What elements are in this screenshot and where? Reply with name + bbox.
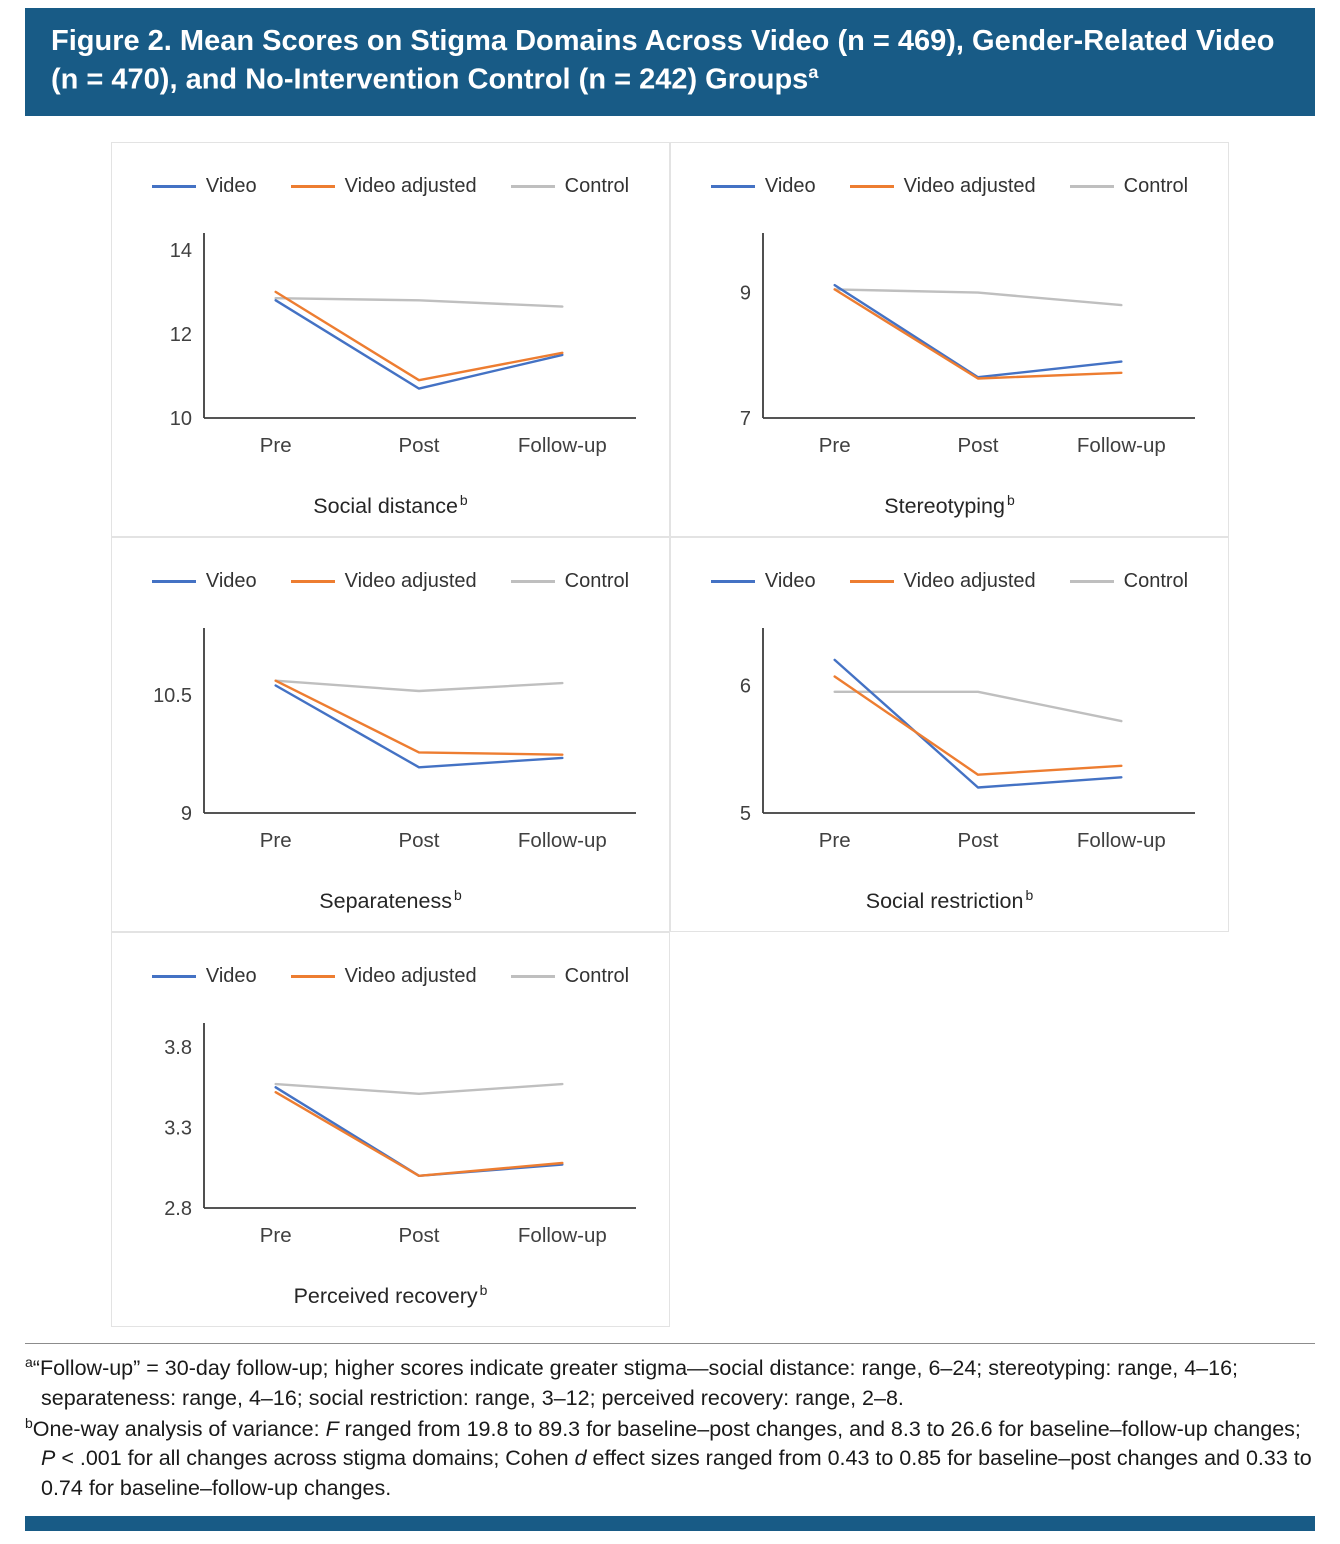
x-tick-label-follow-up: Follow-up: [517, 434, 607, 458]
series-line-control: [275, 681, 562, 691]
legend-item-video: [152, 175, 257, 198]
footnote-text: < .001 for all changes across stigma domains; Cohen: [55, 1446, 575, 1471]
legend-item-control: [511, 570, 629, 593]
legend-label: Video adjusted: [903, 174, 1036, 197]
footnote-marker: b: [25, 1414, 33, 1431]
chart-title-social-restriction: [866, 887, 1034, 914]
chart-title-social-distance: [313, 492, 467, 519]
line-chart-separateness: [112, 608, 670, 873]
chart-title-text: Social distance: [313, 494, 458, 519]
legend-item-video-adjusted: [291, 570, 477, 593]
y-tick-label: 9: [739, 282, 751, 305]
footnote-italic-term: F: [325, 1416, 339, 1441]
legend-item-video: [152, 570, 257, 593]
legend-line-sample: [511, 580, 555, 583]
legend-line-sample: [511, 975, 555, 978]
legend-line-sample: [850, 580, 894, 583]
legend-line-sample: [291, 975, 335, 978]
series-line-control: [275, 298, 562, 306]
legend-line-sample: [711, 185, 755, 188]
x-tick-label-post: Post: [397, 434, 440, 458]
bottom-bar: [25, 1516, 1315, 1531]
footnote-text: One-way analysis of variance:: [32, 1416, 326, 1441]
line-chart-perceived-recovery: [112, 1003, 670, 1268]
legend-line-sample: [152, 185, 196, 188]
y-tick-label: 10: [169, 408, 192, 431]
legend-label: Video adjusted: [344, 964, 477, 987]
y-tick-label: 6: [739, 675, 751, 698]
legend-item-video-adjusted: [850, 570, 1036, 593]
legend-item-video: [711, 570, 816, 593]
series-line-video: [275, 300, 562, 388]
x-tick-label-follow-up: Follow-up: [517, 1224, 607, 1248]
y-tick-label: 5: [739, 803, 751, 826]
series-line-video: [834, 285, 1121, 377]
footnote-italic-term: d: [574, 1446, 587, 1471]
line-chart-social-distance: [112, 213, 670, 478]
legend-item-control: [511, 965, 629, 988]
legend-item-control: [1070, 175, 1188, 198]
legend-line-sample: [152, 580, 196, 583]
chart-title-separateness: [319, 887, 461, 914]
chart-legend: [711, 566, 1188, 596]
chart-title-superscript: b: [1006, 492, 1015, 509]
legend-item-control: [511, 175, 629, 198]
figure-title-superscript: a: [808, 61, 819, 82]
chart-title-text: Stereotyping: [884, 494, 1005, 519]
legend-line-sample: [291, 185, 335, 188]
legend-item-video-adjusted: [850, 175, 1036, 198]
legend-label: Video: [764, 569, 816, 592]
x-tick-label-post: Post: [956, 434, 999, 458]
legend-label: Control: [564, 964, 630, 987]
x-tick-label-post: Post: [397, 829, 440, 853]
chart-title-superscript: b: [479, 1282, 488, 1299]
x-tick-label-pre: Pre: [818, 829, 851, 853]
legend-line-sample: [850, 185, 894, 188]
legend-label: Video: [764, 174, 816, 197]
x-tick-label-pre: Pre: [259, 829, 292, 853]
chart-legend: [152, 961, 629, 991]
chart-legend: [711, 171, 1188, 201]
y-tick-label: 14: [169, 239, 192, 262]
x-tick-label-pre: Pre: [818, 434, 851, 458]
legend-line-sample: [152, 975, 196, 978]
x-tick-label-post: Post: [397, 1224, 440, 1248]
y-tick-label: 2.8: [163, 1198, 192, 1221]
footnote-marker: a: [25, 1354, 33, 1371]
figure-header: [25, 8, 1315, 116]
footnote-text: “Follow-up” = 30-day follow-up; higher scores indicate greater stigma—social distance: range, 6–24; stereotyping: range, 4–16; separateness: range, 4–16; social restriction: range, 3–12; perceived recovery: range, 2–8.: [32, 1356, 1239, 1410]
x-tick-label-pre: Pre: [259, 434, 292, 458]
footnote-italic-term: P: [41, 1446, 56, 1471]
legend-line-sample: [1070, 185, 1114, 188]
chart-panel-perceived-recovery: [111, 932, 670, 1327]
legend-label: Video: [205, 569, 257, 592]
chart-legend: [152, 171, 629, 201]
legend-item-video-adjusted: [291, 965, 477, 988]
chart-title-perceived-recovery: [294, 1282, 488, 1309]
figure-title: Figure 2. Mean Scores on Stigma Domains Across Video (n = 469), Gender-Related Video (n = 470), and No-Intervention Control (n = 242) Groups: [51, 25, 1275, 96]
legend-label: Video adjusted: [903, 569, 1036, 592]
legend-item-video: [711, 175, 816, 198]
x-tick-label-follow-up: Follow-up: [1076, 434, 1166, 458]
x-tick-label-follow-up: Follow-up: [517, 829, 607, 853]
chart-title-superscript: b: [453, 887, 462, 904]
x-tick-label-post: Post: [956, 829, 999, 853]
legend-item-control: [1070, 570, 1188, 593]
chart-title-text: Social restriction: [865, 889, 1024, 914]
footnote-a: [25, 1353, 1315, 1413]
chart-title-text: Perceived recovery: [293, 1284, 478, 1309]
legend-line-sample: [711, 580, 755, 583]
legend-label: Control: [1123, 174, 1189, 197]
y-tick-label: 10.5: [152, 684, 192, 707]
y-tick-label: 12: [169, 323, 192, 346]
chart-title-text: Separateness: [319, 889, 452, 914]
chart-panel-separateness: [111, 537, 670, 932]
series-line-video: [275, 1087, 562, 1176]
legend-label: Control: [564, 174, 630, 197]
chart-panel-social-distance: [111, 142, 670, 537]
footnote-text: ranged from 19.8 to 89.3 for baseline–post changes, and 8.3 to 26.6 for baseline–follow-up changes;: [338, 1416, 1301, 1441]
legend-label: Control: [564, 569, 630, 592]
chart-legend: [152, 566, 629, 596]
chart-title-superscript: b: [1025, 887, 1034, 904]
legend-label: Video: [205, 964, 257, 987]
y-tick-label: 9: [180, 803, 192, 826]
charts-grid: [111, 142, 1229, 1327]
legend-line-sample: [1070, 580, 1114, 583]
legend-label: Control: [1123, 569, 1189, 592]
legend-line-sample: [511, 185, 555, 188]
x-tick-label-follow-up: Follow-up: [1076, 829, 1166, 853]
footnote-text: effect sizes ranged from 0.43 to 0.85 for baseline–post changes and 0.33 to 0.74 for baseline–follow-up changes.: [41, 1446, 1312, 1500]
chart-panel-stereotyping: [670, 142, 1229, 537]
line-chart-stereotyping: [671, 213, 1229, 478]
legend-line-sample: [291, 580, 335, 583]
line-chart-social-restriction: [671, 608, 1229, 873]
legend-item-video: [152, 965, 257, 988]
series-line-control: [834, 289, 1121, 305]
legend-item-video-adjusted: [291, 175, 477, 198]
y-tick-label: 3.3: [163, 1117, 192, 1140]
series-line-control: [275, 1084, 562, 1094]
legend-label: Video: [205, 174, 257, 197]
y-tick-label: 7: [739, 408, 751, 431]
footnotes: [25, 1343, 1315, 1504]
chart-title-stereotyping: [884, 492, 1015, 519]
y-tick-label: 3.8: [163, 1037, 192, 1060]
chart-title-superscript: b: [459, 492, 468, 509]
legend-label: Video adjusted: [344, 174, 477, 197]
footnote-b: [25, 1414, 1315, 1504]
chart-panel-social-restriction: [670, 537, 1229, 932]
x-tick-label-pre: Pre: [259, 1224, 292, 1248]
legend-label: Video adjusted: [344, 569, 477, 592]
series-line-video-adjusted: [275, 1092, 562, 1176]
